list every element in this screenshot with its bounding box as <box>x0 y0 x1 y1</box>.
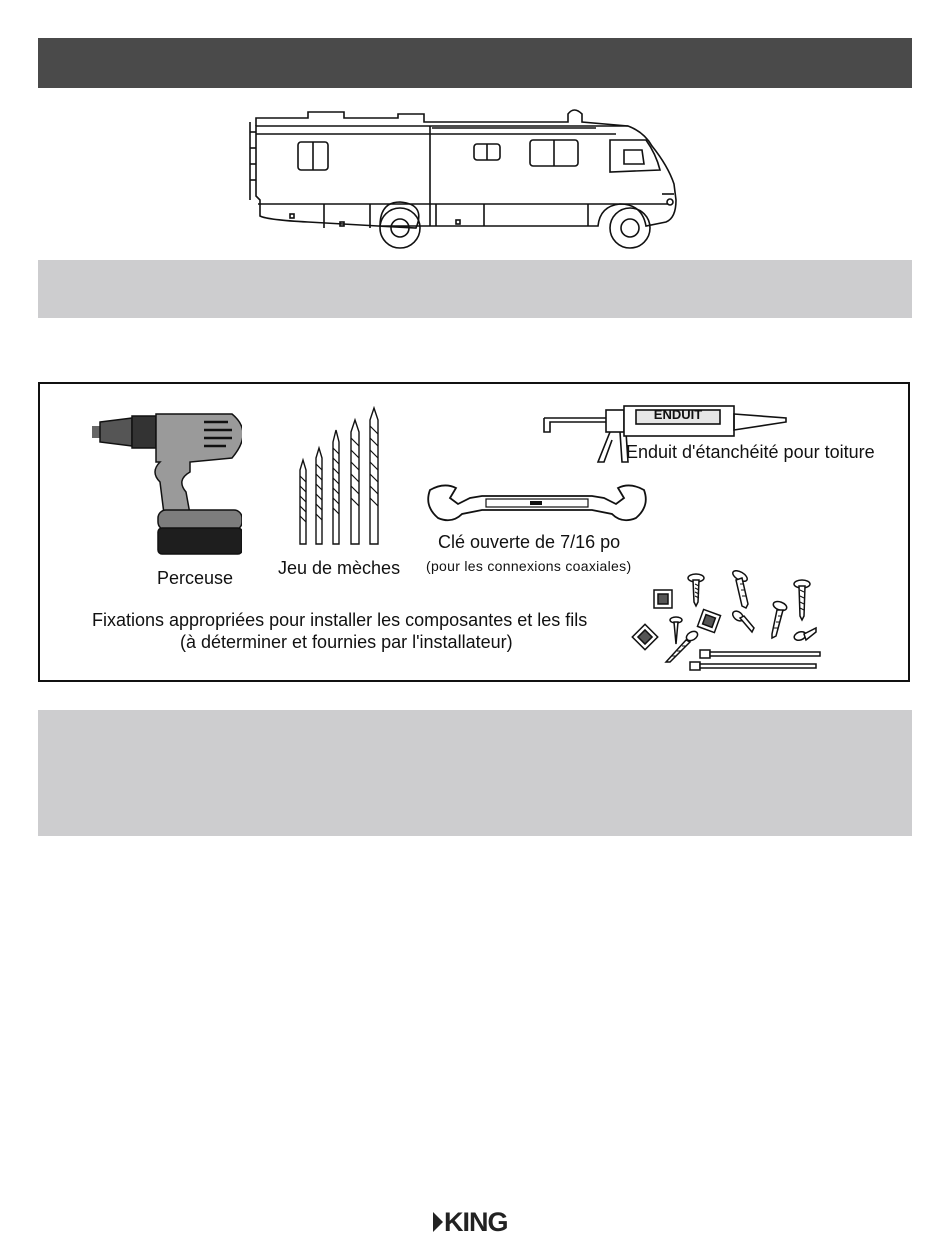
fasteners-label: Fixations appropriées pour installer les composantes et les fils <box>92 610 588 630</box>
section-bar <box>38 260 912 318</box>
bits-label: Jeu de mèches <box>278 558 401 578</box>
wrench-label: Clé ouverte de 7/16 po <box>438 532 621 552</box>
drill-icon <box>92 410 242 558</box>
king-logo <box>432 1208 508 1236</box>
fasteners-icon <box>630 570 830 672</box>
fasteners-note: (à déterminer et fournies par l'installateur) <box>180 632 513 652</box>
tools-box <box>38 382 910 682</box>
section-bar-2 <box>38 710 912 836</box>
logo-text: KING <box>444 1207 508 1237</box>
drill-bits-icon <box>294 406 384 548</box>
header-bar <box>38 38 912 88</box>
caulk-tube-text: ENDUIT <box>653 407 703 422</box>
drill-label: Perceuse <box>157 568 234 588</box>
wrench-icon <box>426 482 648 528</box>
king-logo-icon <box>432 1211 444 1233</box>
rv-illustration <box>248 104 682 252</box>
wrench-note: (pour les connexions coaxiales) <box>426 558 632 574</box>
caulk-label: Enduit d'étanchéité pour toiture <box>626 442 875 462</box>
